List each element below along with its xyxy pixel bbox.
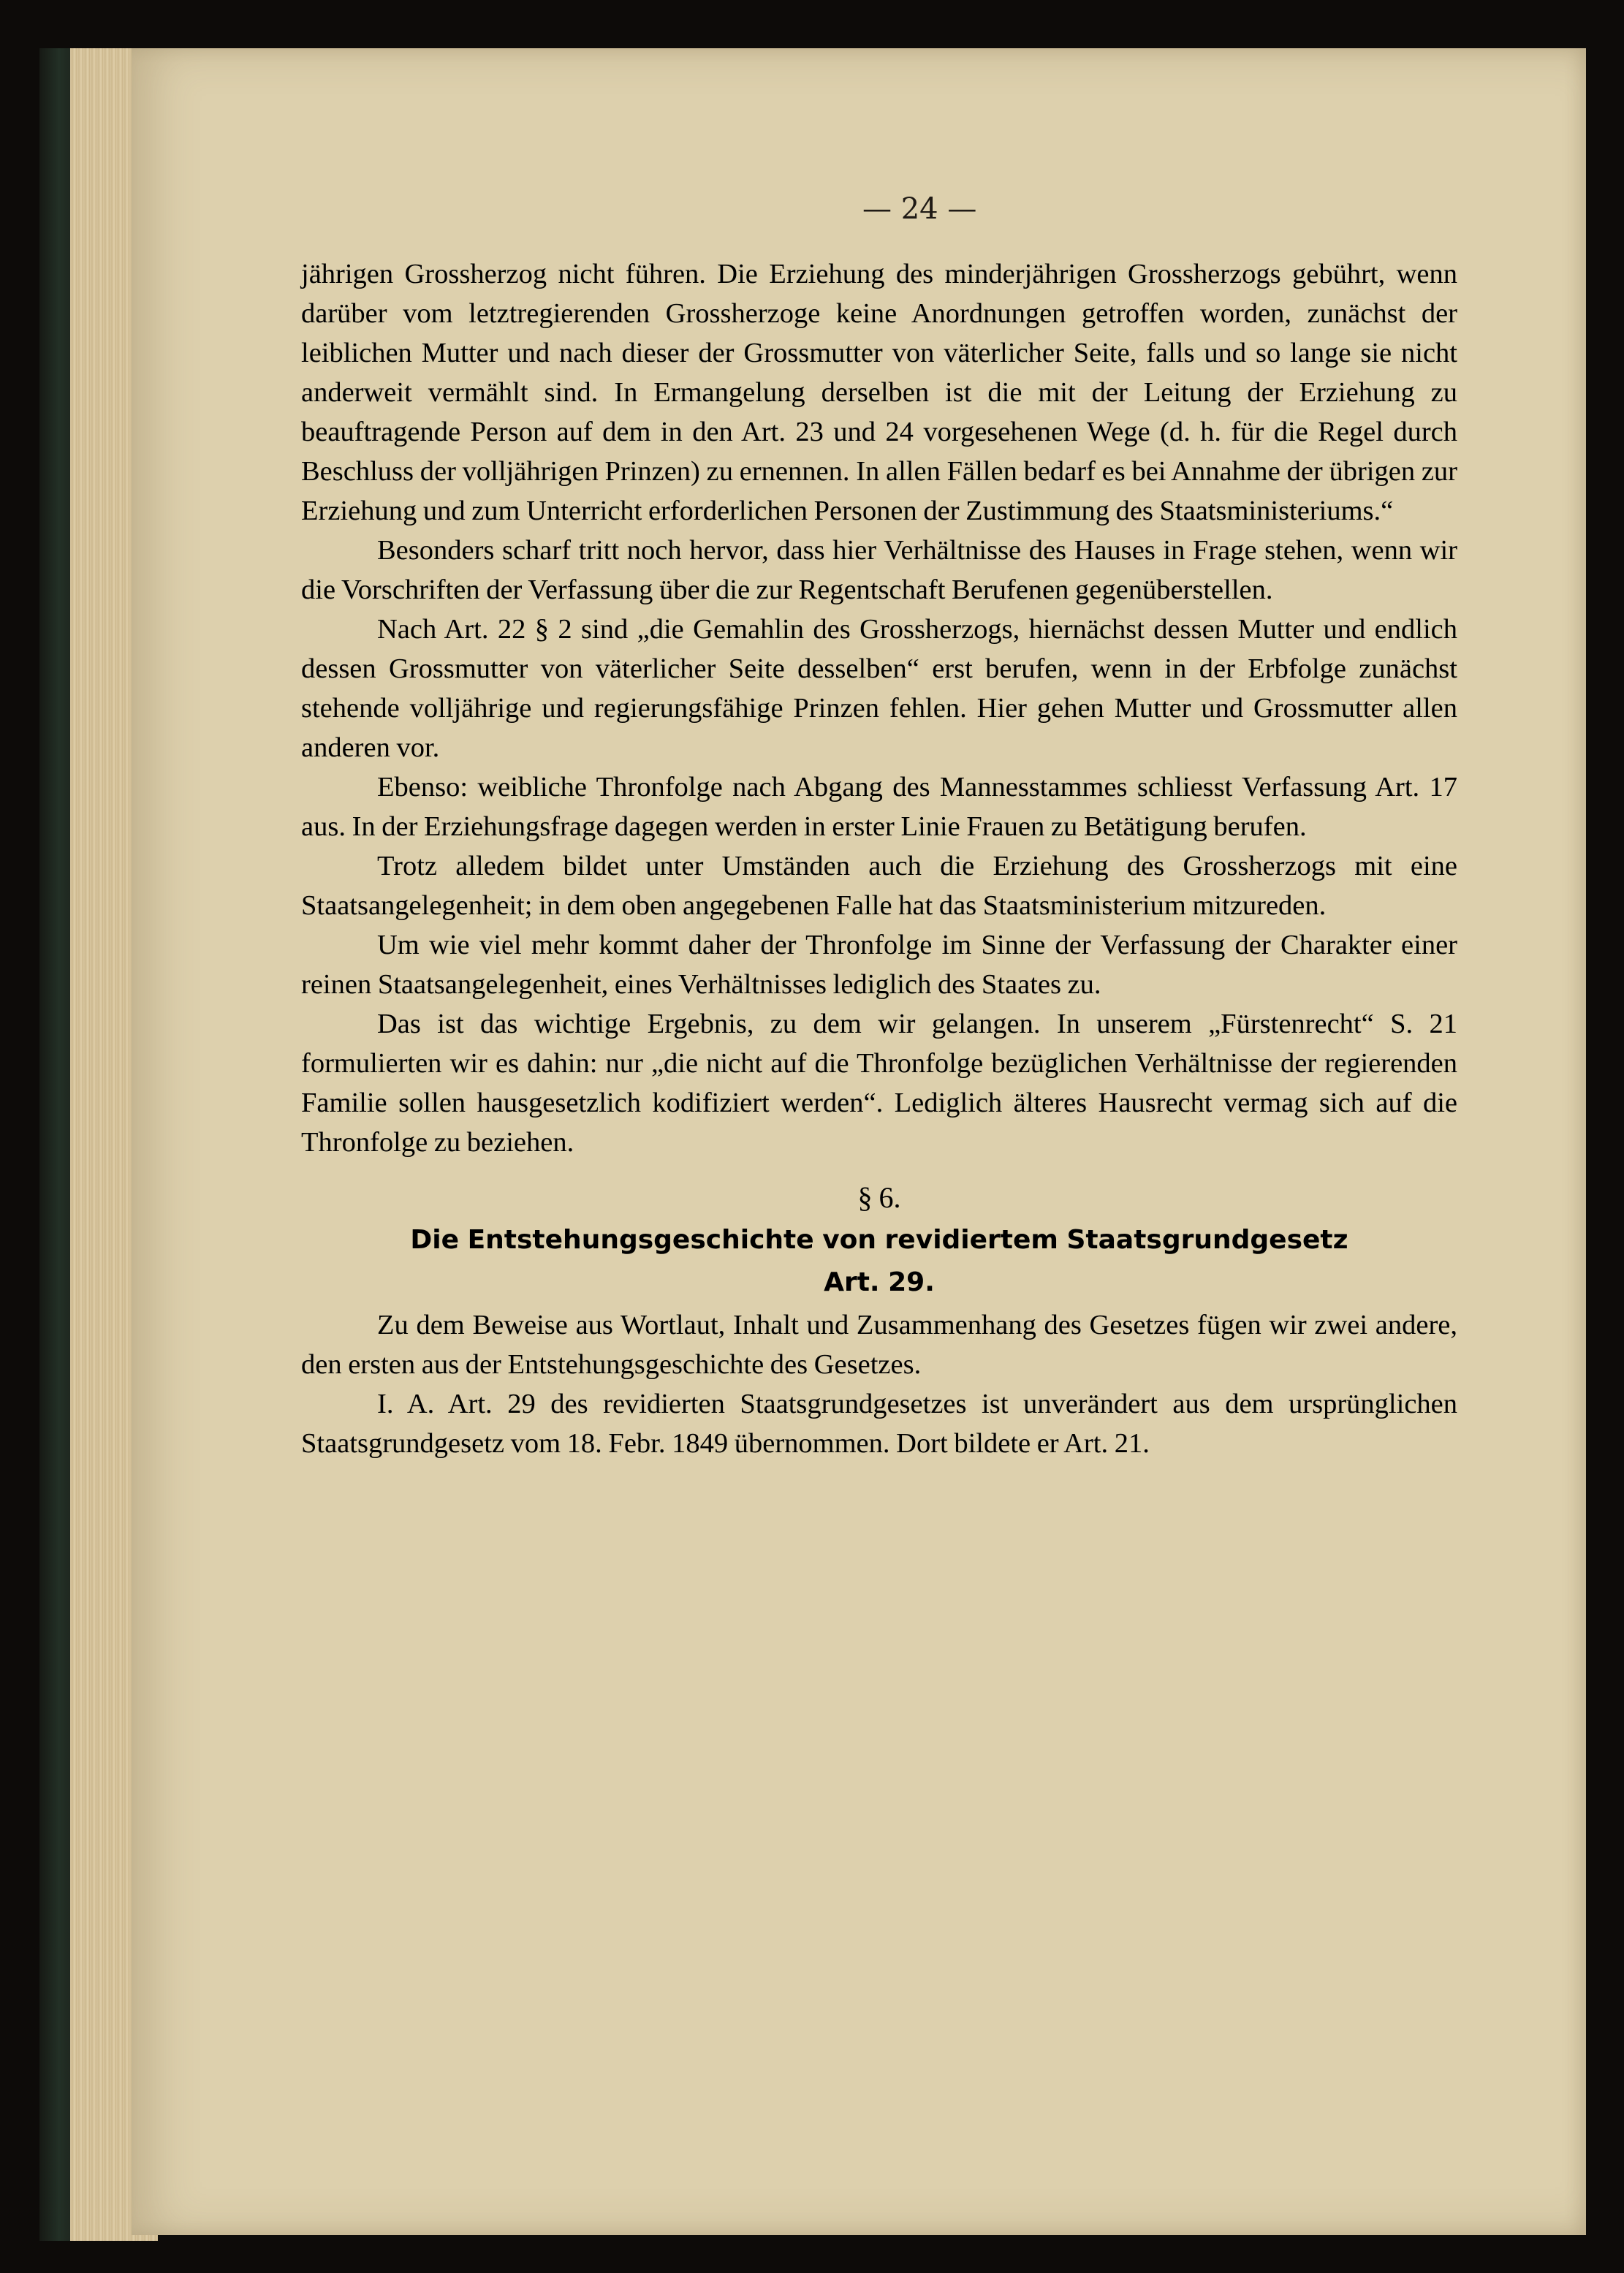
paragraph: Das ist das wichtige Ergebnis, zu dem wir gelangen. In unserem „Fürstenrecht“ S. 21 formulierten wir es dahin: nur „die nicht auf die Thronfolge bezüglichen Verhältnisse der regierenden Familie sollen hausgesetzlich kodifiziert werden“. Lediglich älteres Hausrecht vermag sich auf die Thronfolge zu beziehen. — [301, 1009, 1457, 1158]
paragraph: Besonders scharf tritt noch hervor, dass hier Verhältnisse des Hauses in Frage stehen, wenn wir die Vorschriften der Verfassung über die zur Regentschaft Berufenen gegenüberstellen. — [301, 535, 1457, 605]
paragraph: Zu dem Beweise aus Wortlaut, Inhalt und Zusammenhang des Gesetzes fügen wir zwei andere, den ersten aus der Entstehungsgeschichte des Gesetzes. — [301, 1310, 1457, 1380]
page-body — [301, 254, 1457, 1463]
paragraph: jährigen Grossherzog nicht führen. Die Erziehung des minderjährigen Grossherzogs gebührt, wenn darüber vom letztregierenden Grossherzoge keine Anordnungen getroffen worden, zunächst der leiblichen Mutter und nach dieser der Grossmutter von väterlicher Seite, falls und so lange sie nicht anderweit vermählt sind. In Ermangelung derselben ist die mit der Leitung der Erziehung zu beauftragende Person auf dem in den Art. 23 und 24 vorgesehenen Wege (d. h. für die Regel durch Beschluss der volljährigen Prinzen) zu ernennen. In allen Fällen bedarf es bei Annahme der übrigen zur Erziehung und zum Unterricht erforderlichen Personen der Zustimmung des Staatsministeriums.“ — [301, 259, 1457, 526]
paragraph: Ebenso: weibliche Thronfolge nach Abgang des Mannesstammes schliesst Verfassung Art. 17 aus. In der Erziehungsfrage dagegen werden in erster Linie Frauen zu Betätigung berufen. — [301, 772, 1457, 842]
paragraph: I. A. Art. 29 des revidierten Staatsgrundgesetzes ist unverändert aus dem ursprünglichen Staatsgrundgesetz vom 18. Febr. 1849 übernommen. Dort bildete er Art. 21. — [301, 1389, 1457, 1459]
section-heading-line1: Die Entstehungsgeschichte von revidiertem Staatsgrundgesetz — [410, 1225, 1348, 1255]
paragraph: Um wie viel mehr kommt daher der Thronfolge im Sinne der Verfassung der Charakter einer reinen Staatsangelegenheit, eines Verhältnisses lediglich des Staates zu. — [301, 930, 1457, 1000]
paragraph: Trotz alledem bildet unter Umständen auch die Erziehung des Grossherzogs mit eine Staatsangelegenheit; in dem oben angegebenen Falle hat das Staatsministerium mitzureden. — [301, 851, 1457, 921]
section-number: § 6. — [857, 1181, 901, 1214]
paragraph: Nach Art. 22 § 2 sind „die Gemahlin des Grossherzogs, hiernächst dessen Mutter und endlich dessen Grossmutter von väterlicher Seite desselben“ erst berufen, wenn in der Erbfolge zunächst stehende volljährige und regierungsfähige Prinzen fehlen. Hier gehen Mutter und Grossmutter allen anderen vor. — [301, 614, 1457, 763]
section-heading-line2: Art. 29. — [824, 1267, 935, 1297]
page-number: — 24 — — [862, 192, 977, 226]
